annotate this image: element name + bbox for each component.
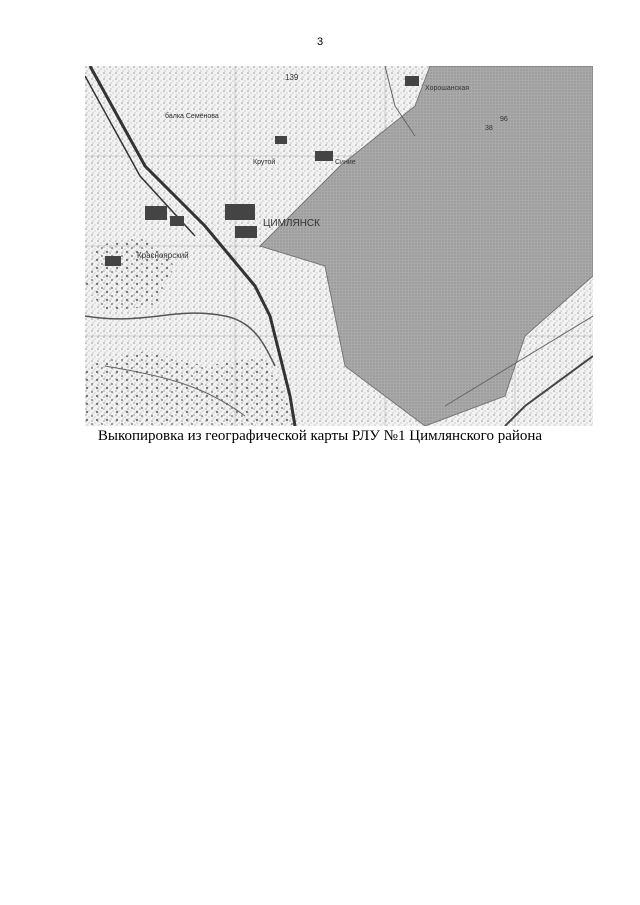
map-extract [85, 66, 593, 426]
page-number: 3 [316, 36, 324, 48]
map-label-city: ЦИМЛЯНСК [263, 218, 320, 229]
map-label-balka: балка Семёнова [165, 113, 219, 120]
map-number-label: 139 [285, 73, 299, 82]
map-label-krasnyarsky: Красноярский [137, 251, 189, 260]
map-canvas [85, 66, 593, 426]
map-label-krutoy: Крутой [253, 159, 276, 166]
map-number-label: 96 [500, 116, 508, 123]
map-label-north: Хорошанская [425, 85, 470, 92]
map-number-label: 38 [485, 125, 493, 132]
map-label-sinie: Синие [335, 159, 356, 166]
forest-area [85, 351, 295, 426]
map-caption: Выкопировка из географической карты РЛУ №1 Цимлянского района [97, 428, 543, 444]
